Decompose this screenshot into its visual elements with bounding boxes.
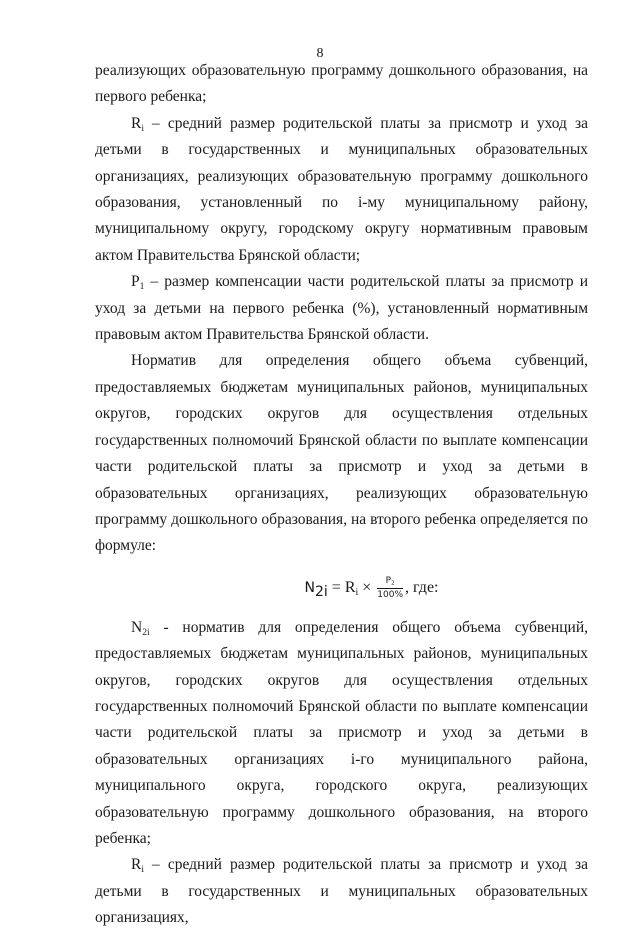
paragraph-text: Норматив для определения общего объема субвенций, предоставляемых бюджетам муниципальных районов, муниципальных округов, городских округов для осуществления отдельных государственных полномочий Брянской области по выплате компенсации части родительской платы за присмотр и уход за детьми в образовательных организациях, реализующих образовательную программу дошкольного образования, на второго ребенка определяется по формуле:: [95, 352, 588, 555]
paragraph-norm-intro: [95, 348, 588, 559]
formula-lhs: N: [304, 579, 315, 596]
formula-lhs-subscript: 2i: [315, 583, 328, 600]
document-body: [95, 58, 588, 932]
fraction-denominator: 100%: [377, 589, 404, 600]
fraction-numerator: [377, 577, 403, 589]
symbol-subscript: 1: [139, 281, 145, 293]
symbol-subscript: 2i: [142, 626, 150, 638]
paragraph-text: – средний размер родительской платы за присмотр и уход за детьми в государственных и муниципальных образовательных организациях,: [95, 856, 588, 927]
paragraph-text: – средний размер родительской платы за присмотр и уход за детьми в государственных и муниципальных образовательных организациях, реализующих образовательную программу дошкольного образования, установленный по i-му муниципальному району, муниципальному округу, городскому округу нормативным правовым актом Правительства Брянской области;: [95, 114, 588, 264]
paragraph-continuation: [95, 58, 588, 111]
symbol-p: P: [131, 273, 140, 291]
symbol-subscript: i: [141, 864, 145, 876]
formula-suffix: , где:: [405, 578, 439, 596]
symbol-n: N: [131, 618, 143, 636]
symbol-subscript: i: [141, 122, 145, 134]
page-number: 8: [316, 46, 324, 61]
paragraph-ri-definition: [95, 111, 588, 269]
paragraph-n2i-definition: [95, 615, 588, 853]
formula-n2i: [95, 560, 588, 615]
numerator-symbol: P: [385, 575, 392, 586]
paragraph-p1-definition: [95, 269, 588, 348]
formula-equals: =: [331, 578, 341, 596]
paragraph-text: – размер компенсации части родительской платы за присмотр и уход за детьми на первого ребенка (%), установленный нормативным правовым актом Правительства Брянской области.: [95, 273, 588, 344]
formula-times: ×: [362, 578, 372, 596]
paragraph-text: - норматив для определения общего объема субвенций, предоставляемых бюджетам муниципальных районов, муниципальных округов, городских округов для осуществления отдельных государственных полномочий Брянской области по выплате компенсации части родительской платы за присмотр и уход за детьми в образовательных организациях i-го муниципального района, муниципального округа, городского округа, реализующих образовательную программу дошкольного образования, на второго ребенка;: [95, 618, 588, 847]
numerator-subscript: 2: [391, 580, 395, 587]
formula-term: R: [344, 578, 356, 596]
paragraph-text: реализующих образовательную программу дошкольного образования, на первого ребенка;: [95, 62, 588, 106]
paragraph-ri-definition-repeat: [95, 852, 588, 931]
symbol-r: R: [131, 856, 142, 874]
formula-term-subscript: i: [355, 586, 359, 598]
formula-fraction: [377, 577, 403, 600]
symbol-r: R: [131, 114, 142, 132]
